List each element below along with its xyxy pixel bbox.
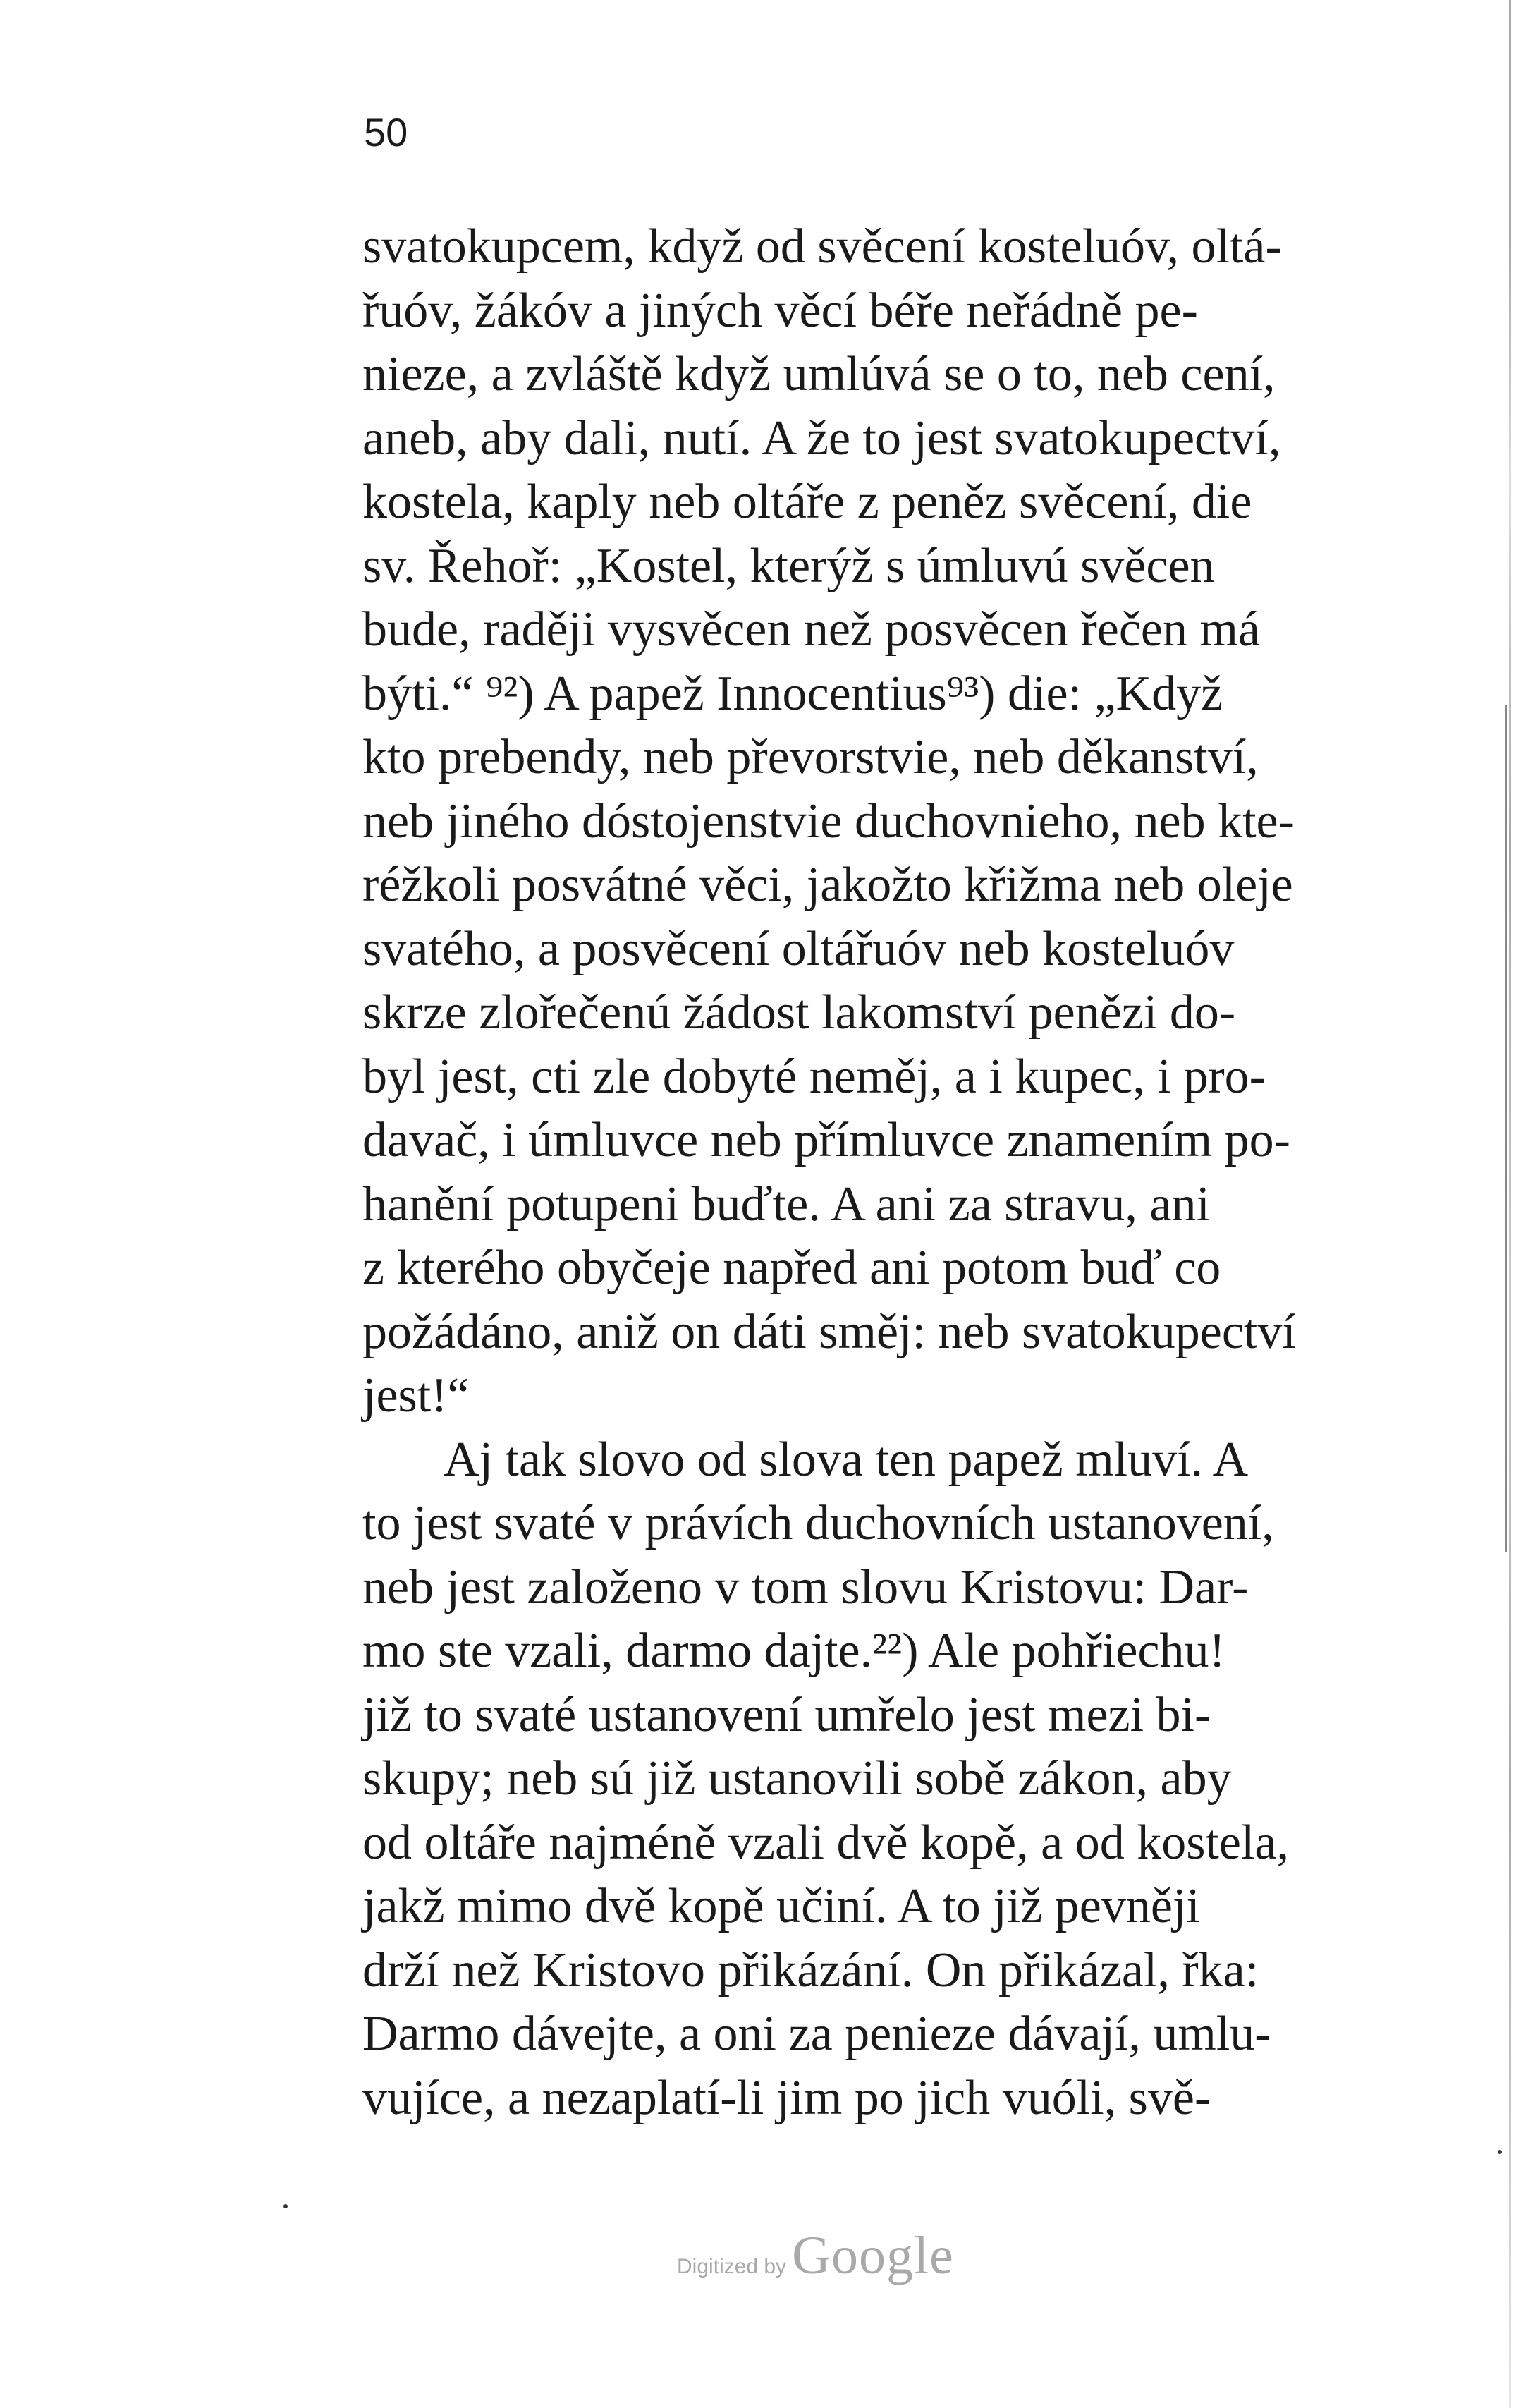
watermark-brand: Google <box>792 2226 954 2285</box>
text-line: řuóv, žákóv a jiných věcí béře neřádně pe- <box>362 283 1198 338</box>
digitized-watermark <box>677 2225 954 2287</box>
text-line: drží než Kristovo přikázání. On přikázal, řka: <box>362 1942 1259 1997</box>
text-line: požádáno, aniž on dáti směj: neb svatokupectví <box>362 1304 1296 1359</box>
text-line: již to svaté ustanovení umřelo jest mezi bi- <box>362 1687 1211 1742</box>
text-line: mo ste vzali, darmo dajte.²²) Ale pohřiechu! <box>362 1624 1225 1678</box>
text-line: byl jest, cti zle dobyté neměj, a i kupec, i pro- <box>362 1049 1266 1104</box>
page-edge-marks <box>1500 705 1507 1552</box>
text-line: nieze, a zvláště když umlúvá se o to, neb cení, <box>362 347 1276 401</box>
text-line: jest!“ <box>362 1368 470 1423</box>
text-line: sv. Řehoř: „Kostel, kterýž s úmluvú svěcen <box>362 538 1215 593</box>
text-line: Darmo dávejte, a oni za penieze dávají, umlu- <box>362 2007 1271 2061</box>
text-line: z kterého obyčeje napřed ani potom buď co <box>362 1241 1221 1295</box>
page-number: 50 <box>364 110 408 154</box>
text-line: neb jiného dóstojenstvie duchovnieho, neb kte- <box>362 793 1295 849</box>
watermark-prefix: Digitized by <box>677 2255 787 2278</box>
text-line: skupy; neb sú již ustanovili sobě zákon, aby <box>362 1751 1232 1806</box>
scan-speck <box>1498 2150 1502 2154</box>
paragraph-start-line: Aj tak slovo od slova ten papež mluví. A <box>444 1432 1249 1487</box>
text-line: davač, i úmluvce neb přímluvce znamením po- <box>362 1113 1290 1167</box>
text-line: jakž mimo dvě kopě učiní. A to již pevněji <box>362 1879 1200 1933</box>
text-line: od oltáře najméně vzali dvě kopě, a od kostela, <box>362 1815 1289 1870</box>
text-line: kto prebendy, neb převorstvie, neb děkanství, <box>362 730 1259 784</box>
text-line: svatokupcem, když od svěcení kosteluóv, oltá- <box>362 219 1282 274</box>
text-line: býti.“ ⁹²) A papež Innocentius⁹³) die: „Když <box>362 666 1223 721</box>
text-line: svatého, a posvěcení oltářuóv neb kosteluóv <box>362 921 1235 976</box>
text-line: hanění potupeni buďte. A ani za stravu, ani <box>362 1176 1210 1232</box>
text-line: skrze zlořečenú žádost lakomství penězi do- <box>362 985 1236 1040</box>
body-text <box>362 215 1491 2130</box>
page-edge-rule <box>1509 0 1511 2408</box>
text-line: vujíce, a nezaplatí-li jim po jich vuóli, svě- <box>362 2070 1211 2125</box>
text-line: to jest svaté v právích duchovních ustanovení, <box>362 1496 1274 1550</box>
text-line: bude, raději vysvěcen než posvěcen řečen má <box>362 602 1260 657</box>
text-line: aneb, aby dali, nutí. A že to jest svatokupectví, <box>362 411 1281 466</box>
scan-speck <box>283 2204 288 2208</box>
text-line: réžkoli posvátné věci, jakožto křižma neb oleje <box>362 858 1293 912</box>
text-line: neb jest založeno v tom slovu Kristovu: Dar- <box>362 1559 1249 1615</box>
text-line: kostela, kaply neb oltáře z peněz svěcení, die <box>362 475 1252 529</box>
